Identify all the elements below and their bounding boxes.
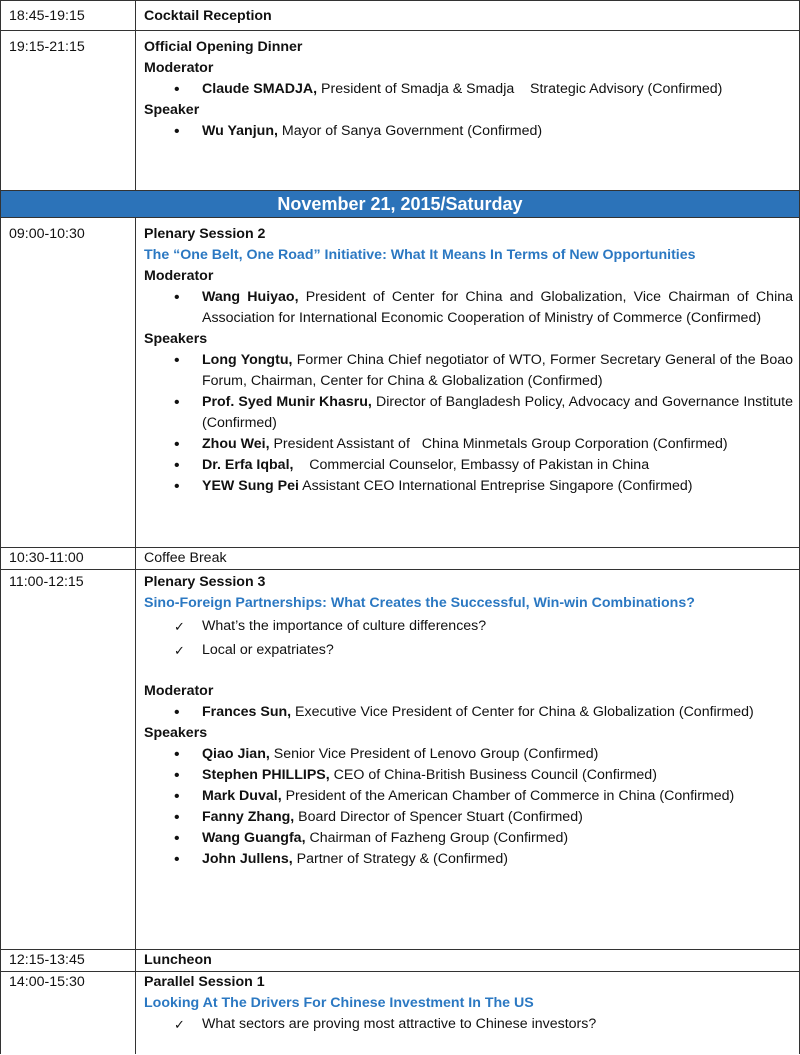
list-item <box>144 765 793 786</box>
list-item <box>144 702 793 723</box>
person-desc: Executive Vice President of Center for China & Globalization (Confirmed) <box>291 704 754 720</box>
time-cell: 09:00-10:30 <box>1 218 136 547</box>
session-subtitle: Looking At The Drivers For Chinese Investment In The US <box>144 995 534 1011</box>
person-name: Long Yongtu, <box>202 352 293 368</box>
person-name: Frances Sun, <box>202 704 292 720</box>
person-name: YEW Sung Pei <box>202 478 299 494</box>
list-item <box>144 807 793 828</box>
session-title: Cocktail Reception <box>144 8 272 24</box>
speakers-label: Speakers <box>144 331 208 347</box>
speaker-list <box>144 121 793 142</box>
list-item <box>144 392 793 434</box>
list-item <box>144 476 793 497</box>
session-title: Luncheon <box>144 952 212 968</box>
person-name: Qiao Jian, <box>202 746 270 762</box>
list-item <box>144 744 793 765</box>
speakers-list <box>144 350 793 497</box>
speakers-list <box>144 744 793 870</box>
checkmark-icon: ✓ <box>174 619 185 634</box>
session-subtitle: The “One Belt, One Road” Initiative: What It Means In Terms of New Opportunities <box>144 247 696 263</box>
person-name: Stephen PHILLIPS, <box>202 767 330 783</box>
moderator-label: Moderator <box>144 683 214 699</box>
moderator-list <box>144 79 793 100</box>
question-text: What’s the importance of culture differences? <box>202 618 487 634</box>
schedule-row <box>0 972 800 1054</box>
question-text: Local or expatriates? <box>202 642 334 658</box>
list-item <box>144 849 793 870</box>
time-cell: 18:45-19:15 <box>1 1 136 30</box>
time-cell: 19:15-21:15 <box>1 31 136 190</box>
time-cell: 14:00-15:30 <box>1 972 136 1054</box>
time-cell: 10:30-11:00 <box>1 548 136 569</box>
list-item <box>144 455 793 476</box>
question-item <box>144 640 793 661</box>
session-title: Coffee Break <box>144 550 227 566</box>
person-name: Wu Yanjun, <box>202 123 278 139</box>
session-title: Plenary Session 3 <box>144 574 266 590</box>
content-cell <box>136 570 799 949</box>
person-desc: Partner of Strategy & (Confirmed) <box>292 851 508 867</box>
person-name: Prof. Syed Munir Khasru, <box>202 394 372 410</box>
list-item <box>144 121 793 142</box>
person-desc: President of Smadja & Smadja Strategic Advisory (Confirmed) <box>317 81 723 97</box>
speaker-label: Speaker <box>144 102 200 118</box>
person-name: Fanny Zhang, <box>202 809 295 825</box>
schedule-row <box>0 548 800 570</box>
session-title: Parallel Session 1 <box>144 974 265 990</box>
question-list <box>144 616 793 661</box>
person-desc: Director of Bangladesh Policy, Advocacy and Governance Institute (Confirmed) <box>202 394 793 431</box>
person-name: Mark Duval, <box>202 788 282 804</box>
person-desc: President of Center for China and Globalization, Vice Chairman of China Association for International Economic Cooperation of Ministry of Commerce (Confirmed) <box>202 289 793 326</box>
person-name: Dr. Erfa Iqbal, <box>202 457 294 473</box>
question-item <box>144 1014 793 1035</box>
list-item <box>144 434 793 455</box>
person-desc: Board Director of Spencer Stuart (Confirmed) <box>294 809 583 825</box>
list-item <box>144 786 793 807</box>
person-name: Wang Guangfa, <box>202 830 306 846</box>
content-cell <box>136 218 799 547</box>
person-desc: President Assistant of China Minmetals Group Corporation (Confirmed) <box>269 436 728 452</box>
content-cell <box>136 548 799 569</box>
time-cell: 12:15-13:45 <box>1 950 136 971</box>
moderator-list <box>144 702 793 723</box>
session-title: Plenary Session 2 <box>144 226 266 242</box>
schedule-row <box>0 950 800 972</box>
question-item <box>144 616 793 637</box>
person-desc: Senior Vice President of Lenovo Group (Confirmed) <box>269 746 599 762</box>
schedule-row <box>0 31 800 191</box>
person-desc: President of the American Chamber of Commerce in China (Confirmed) <box>281 788 735 804</box>
list-item <box>144 828 793 849</box>
checkmark-icon: ✓ <box>174 643 185 658</box>
schedule-row <box>0 0 800 31</box>
schedule-row <box>0 570 800 950</box>
session-subtitle: Sino-Foreign Partnerships: What Creates the Successful, Win-win Combinations? <box>144 595 695 611</box>
checkmark-icon: ✓ <box>174 1017 185 1032</box>
list-item <box>144 350 793 392</box>
content-cell <box>136 31 799 190</box>
person-desc: Commercial Counselor, Embassy of Pakistan in China <box>293 457 650 473</box>
content-cell <box>136 1 799 30</box>
person-name: Zhou Wei, <box>202 436 270 452</box>
content-cell <box>136 972 799 1054</box>
person-desc: Former China Chief negotiator of WTO, Former Secretary General of the Boao Forum, Chairman, Center for China & Globalization (Confirmed) <box>202 352 793 389</box>
moderator-label: Moderator <box>144 60 214 76</box>
moderator-list <box>144 287 793 329</box>
session-title: Official Opening Dinner <box>144 39 303 55</box>
person-desc: CEO of China-British Business Council (Confirmed) <box>329 767 657 783</box>
question-list <box>144 1014 793 1035</box>
list-item <box>144 79 793 100</box>
list-item <box>144 287 793 329</box>
person-name: Wang Huiyao, <box>202 289 299 305</box>
person-desc: Chairman of Fazheng Group (Confirmed) <box>305 830 569 846</box>
schedule-row <box>0 218 800 548</box>
person-desc: Assistant CEO International Entreprise Singapore (Confirmed) <box>298 478 693 494</box>
time-cell: 11:00-12:15 <box>1 570 136 949</box>
question-text: What sectors are proving most attractive to Chinese investors? <box>202 1016 597 1032</box>
person-name: John Jullens, <box>202 851 293 867</box>
person-desc: Mayor of Sanya Government (Confirmed) <box>277 123 543 139</box>
moderator-label: Moderator <box>144 268 214 284</box>
speakers-label: Speakers <box>144 725 208 741</box>
person-name: Claude SMADJA, <box>202 81 318 97</box>
day-banner: November 21, 2015/Saturday <box>0 191 800 218</box>
content-cell <box>136 950 799 971</box>
